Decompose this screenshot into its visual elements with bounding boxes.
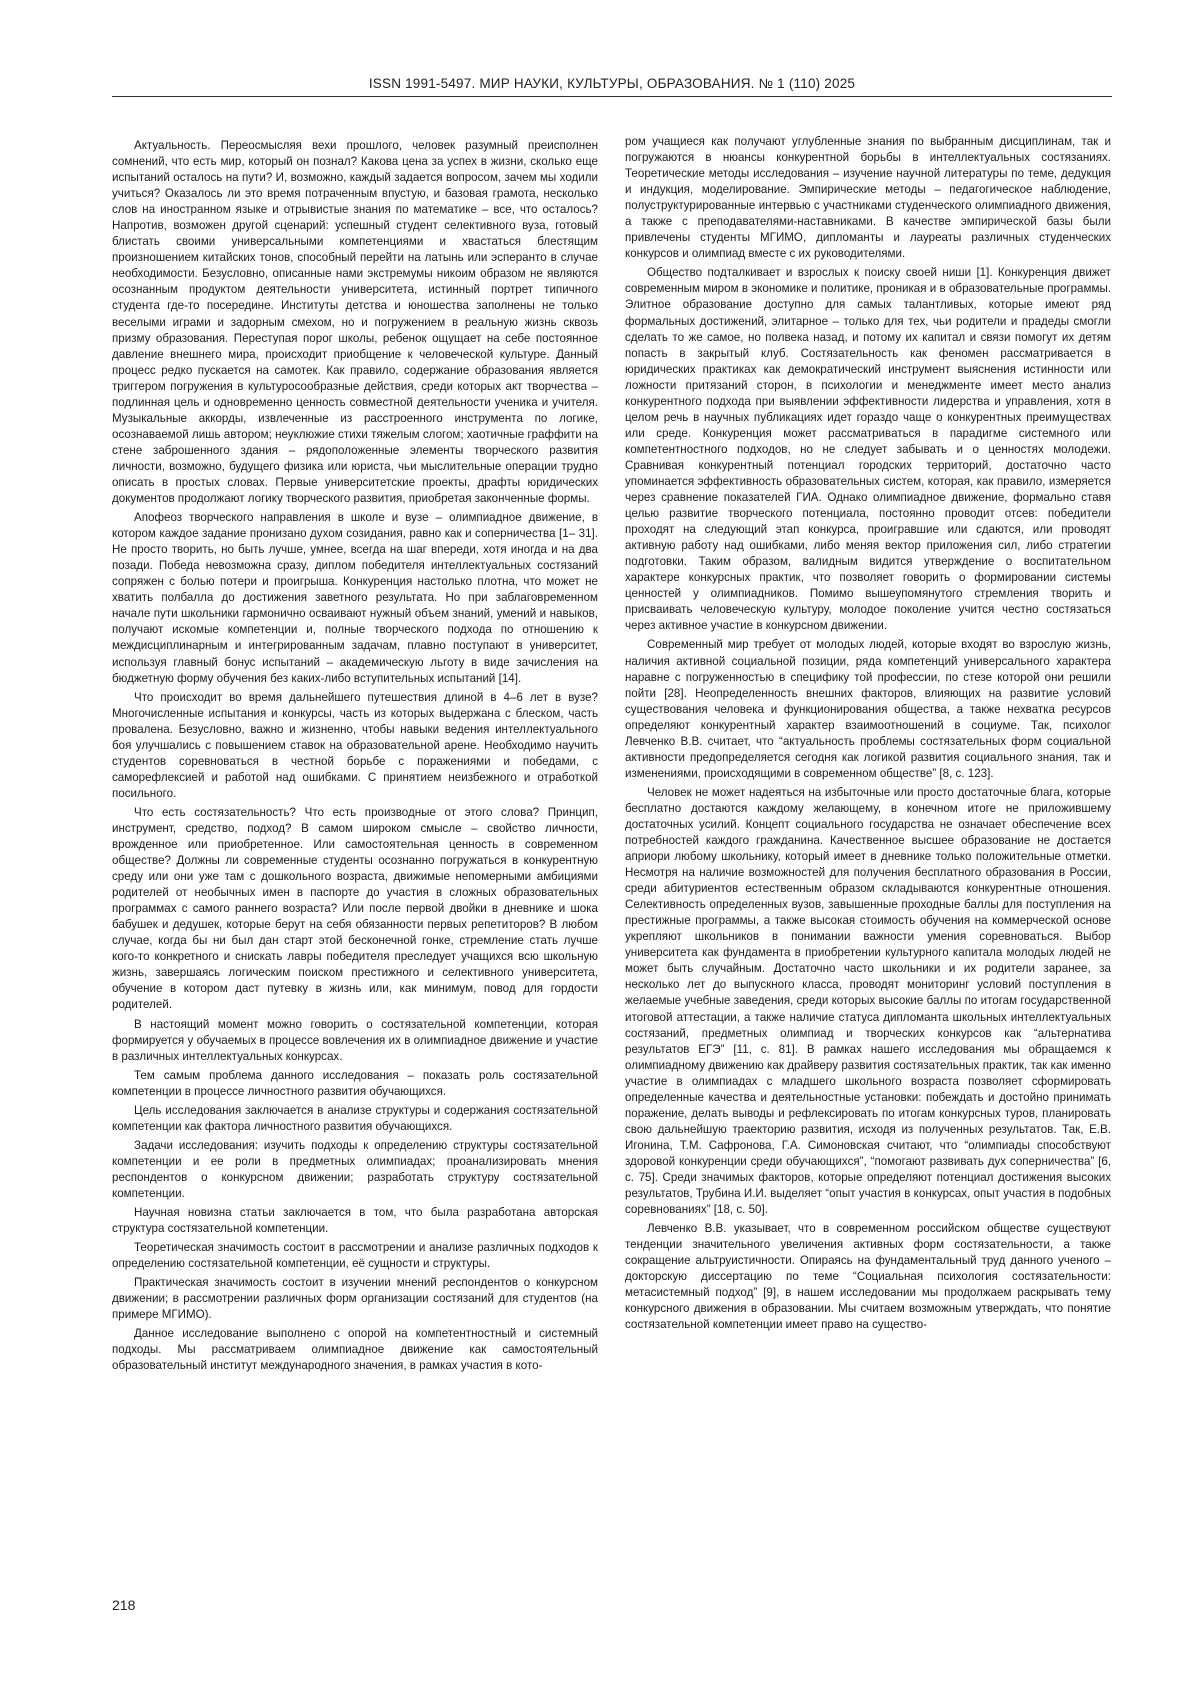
paragraph: Актуальность. Переосмысляя вехи прошлого, человек разумный преисполнен сомнений, что есть мир, который он познал? Какова цена за успех в жизни, сколько еще испытаний осталось на пути? И, возможно, каждый задается вопросом, зачем мы ходили учиться? Оказалось ли это время потраченным впустую, и базовая грамота, несколько слов на иностранном языке и отрывистые знания по математике – все, что осталось? Напротив, возможен другой сценарий: успешный студент селективного вуза, готовый блистать своими универсальными компетенциями и хвастаться блестящим произношением китайских тонов, способный перейти на латынь или эсперанто в случае необходимости. Безусловно, описанные нами экстремумы никоим образом не являются осознанным продуктом деятельности университета, истинный портрет типичного студента где-то посередине. Институты детства и юношества заполнены не только веселыми играми и задорным смехом, но и погружением в реальную жизнь сквозь призму образования. Переступая порог школы, ребенок ощущает на себе постоянное давление внешнего мира, происходит приобщение к человеческой культуре. Данный процесс редко пускается на самотек. Как правило, содержание образования является триггером погружения в культуросообразные действия, среди которых акт творчества – подлинная цель и одновременно ценность совместной деятельности ученика и учителя. Музыкальные аккорды, извлеченные из расстроенного инструмента по логике, осознаваемой лишь автором; неуклюжие стихи тяжелым слогом; хаотичные граффити на стене заброшенного здания – рядоположенные элементы творческого развития личности, возможно, будущего физика или юриста, чьи мыслительные операции трудно описать в простых словах. Первые университетские проекты, драфты юридических документов продолжают логику творческого развития, приобретая законченные формы. bbox=[112, 138, 598, 507]
paragraph: ром учащиеся как получают углубленные знания по выбранным дисциплинам, так и погружаются в нюансы конкурентной борьбы в интеллектуальных состязаниях. Теоретические методы исследования – изучение научной литературы по теме, дедукция и индукция, моделирование. Эмпирические методы – педагогическое наблюдение, полуструктурированные интервью с участниками студенческого олимпиадного движения, а также с преподавателями-наставниками. В качестве эмпирической базы были привлечены студенты МГИМО, дипломанты и лауреаты различных студенческих конкурсов и олимпиад вместе с их руководителями. bbox=[625, 134, 1111, 262]
paragraph: Человек не может надеяться на избыточные или просто достаточные блага, которые бесплатно достаются каждому желающему, в конечном итоге не приложившему достаточных усилий. Концепт социального государства не означает обеспечение всех потребностей каждого гражданина. Качественное высшее образование не достается априори любому школьнику, который имеет в дневнике только положительные отметки. Несмотря на наличие возможностей для получения бесплатного образования в России, среди абитуриентов естественным образом складываются конкурентные отношения. Селективность определенных вузов, завышенные проходные баллы для поступления на престижные программы, а также высокая стоимость обучения на коммерческой основе укрепляют школьников в понимании важности умения соревноваться. Выбор университета как фундамента в приобретении культурного капитала молодых людей не может быть случайным. Достаточно часто школьники и их родители заранее, за несколько лет до выпускного класса, проводят мониторинг условий поступления в желаемые учебные заведения, среди которых высокие баллы по итогам государственной итоговой аттестации, а также наличие статуса дипломанта школьных интеллектуальных состязаний, предметных олимпиад и творческих конкурсов как “альтернатива результатов ЕГЭ” [11, с. 81]. В рамках нашего исследования мы обращаемся к олимпиадному движению как драйверу развития состязательных практик, так как именно участие в олимпиадах с младшего школьного возраста позволяет сформировать определенные качества и деятельностные установки: побеждать и достойно принимать поражение, делать выводы и рефлексировать по итогам конкурсных туров, планировать свою дальнейшую траекторию развития, исходя из полученных результатов. Так, Е.В. Игонина, Т.М. Сафронова, Г.А. Симоновская считают, что “олимпиады способствуют здоровой конкуренции среди обучающихся”, “помогают развивать дух соперничества” [6, с. 75]. Среди значимых факторов, которые определяют потенциал достижения высоких результатов, Трубина И.И. выделяет “опыт участия в конкурсах, опыт участия в подобных соревнованиях” [18, с. 50]. bbox=[625, 785, 1111, 1218]
journal-header: ISSN 1991-5497. МИР НАУКИ, КУЛЬТУРЫ, ОБРАЗОВАНИЯ. № 1 (110) 2025 bbox=[112, 76, 1112, 91]
paragraph: Что происходит во время дальнейшего путешествия длиной в 4–6 лет в вузе? Многочисленные испытания и конкурсы, часть из которых выдержана с блеском, часть провалена. Безусловно, важно и жизненно, чтобы навыки ведения интеллектуального боя улучшались с повышением ставок на образовательной арене. Необходимо научить студентов соревноваться в честной борьбе с поражениями и победами, с саморефлексией и работой над ошибками. С принятием неизбежного и отработкой посильного. bbox=[112, 690, 598, 802]
paragraph: Практическая значимость состоит в изучении мнений респондентов о конкурсном движении; в рассмотрении различных форм организации состязаний для студентов (на примере МГИМО). bbox=[112, 1275, 598, 1323]
right-column bbox=[625, 134, 1111, 1336]
paragraph: Задачи исследования: изучить подходы к определению структуры состязательной компетенции и ее роли в предметных олимпиадах; проанализировать мнения респондентов о конкурсном движении; разработать структуру состязательной компетенции. bbox=[112, 1138, 598, 1202]
paragraph: Данное исследование выполнено с опорой на компетентностный и системный подходы. Мы рассматриваем олимпиадное движение как самостоятельный образовательный институт международного значения, в рамках участия в кото- bbox=[112, 1326, 598, 1374]
paragraph: Цель исследования заключается в анализе структуры и содержания состязательной компетенции как фактора личностного развития обучающихся. bbox=[112, 1103, 598, 1135]
paragraph: Теоретическая значимость состоит в рассмотрении и анализе различных подходов к определению состязательной компетенции, её сущности и структуры. bbox=[112, 1240, 598, 1272]
header-rule bbox=[112, 96, 1112, 97]
page-number: 218 bbox=[112, 1597, 135, 1613]
left-column bbox=[112, 138, 598, 1378]
paragraph: Научная новизна статьи заключается в том, что была разработана авторская структура состязательной компетенции. bbox=[112, 1205, 598, 1237]
paragraph: В настоящий момент можно говорить о состязательной компетенции, которая формируется у обучаемых в процессе вовлечения их в олимпиадное движение и участие в различных интеллектуальных конкурсах. bbox=[112, 1017, 598, 1065]
paragraph: Современный мир требует от молодых людей, которые входят во взрослую жизнь, наличия активной социальной позиции, ряда компетенций универсального характера наравне с погруженностью в специфику той профессии, по стезе которой они решили пойти [28]. Неопределенность внешних факторов, влияющих на развитие условий существования человека и функционирования общества, а также нехватка ресурсов определяют конкурентный характер взаимоотношений в социуме. Так, психолог Левченко В.В. считает, что “актуальность проблемы состязательных форм социальной активности предопределяется сегодня как логикой развития социального знания, так и изменениями, происходящими в современном обществе” [8, с. 123]. bbox=[625, 637, 1111, 781]
paragraph: Общество подталкивает и взрослых к поиску своей ниши [1]. Конкуренция движет современным миром в экономике и политике, проникая и в образовательные программы. Элитное образование доступно для самых талантливых, которые имеют ряд формальных достижений, элитарное – только для тех, чьи родители и прадеды смогли сделать то же самое, но полвека назад, и потому их капитал и связи помогут их детям попасть в закрытый клуб. Состязательность как феномен рассматривается в юридических практиках как демократический инструмент выяснения истинности или ложности притязаний сторон, в психологии и менеджменте имеет место анализ конкурентного подхода при выявлении эффективности лидерства и управления, хотя в целом речь в научных публикациях идет гораздо чаще о конкурентных преимуществах или среде. Конкуренция может рассматриваться в парадигме системного или компетентностного подходов, но не следует забывать и о ценностях молодежи. Сравнивая конкурентный потенциал городских территорий, достаточно часто упоминается эффективность образовательных систем, которая, как правило, измеряется через сравнение показателей ГИА. Однако олимпиадное движение, формально ставя целью развитие творческого потенциала, постоянно проводит отсев: победители проходят на следующий этап конкурса, проигравшие или сдаются, или проводят активную работу над ошибками, либо меняя вектор приложения сил, либо стратегии подготовки. Таким образом, валидным видится утверждение о воспитательном характере конкурсных практик, что позволяет говорить о формировании системы ценностей у олимпиадников. Помимо вышеупомянутого стремления творить и присваивать человеческую культуру, молодое поколение учится честно состязаться через активное участие в конкурсном движении. bbox=[625, 265, 1111, 634]
paragraph: Что есть состязательность? Что есть производные от этого слова? Принцип, инструмент, средство, подход? В самом широком смысле – свойство личности, врожденное или приобретенное. Или самостоятельная ценность в современном обществе? Должны ли современные студенты осознанно погружаться в конкурентную среду или они уже там с дошкольного возраста, движимые непомерными амбициями родителей от необычных имен в паспорте до участия в сложных образовательных программах с самого раннего возраста? Или после первой двойки в дневнике и шока бабушек и дедушек, которые берут на себя обязанности первых репетиторов? В любом случае, когда бы ни был дан старт этой бесконечной гонке, стремление стать лучше кого-то конкретного и снискать лавры победителя преследует учащихся всю школьную жизнь, завершаясь логическим поиском престижного и селективного университета, обучение в котором даст путевку в жизнь или, как минимум, повод для гордости родителей. bbox=[112, 805, 598, 1014]
paragraph: Тем самым проблема данного исследования – показать роль состязательной компетенции в процессе личностного развития обучающихся. bbox=[112, 1068, 598, 1100]
paragraph: Левченко В.В. указывает, что в современном российском обществе существуют тенденции значительного увеличения активных форм состязательности, а также сокращение альтруистичности. Опираясь на фундаментальный труд данного ученого – докторскую диссертацию по теме “Социальная психология состязательности: метасистемный подход” [9], в нашем исследовании мы продолжаем раскрывать тему конкурсного движения в образовании. Мы считаем возможным утверждать, что понятие состязательной компетенции имеет право на существо- bbox=[625, 1221, 1111, 1333]
paragraph: Апофеоз творческого направления в школе и вузе – олимпиадное движение, в котором каждое задание пронизано духом созидания, равно как и соперничества [1– 31]. Не просто творить, но быть лучше, умнее, всегда на шаг впереди, хотя иногда и на два позади. Победа невозможна сразу, диплом победителя интеллектуальных состязаний сопряжен с болью потери и проигрыша. Конкуренция настолько плотна, что может не хватить полбалла до достижения заветного результата. Но при заблаговременном начале пути школьники гармонично осваивают нужный объем знаний, умений и навыков, получают искомые компетенции и, полные творческого подхода по отношению к междисциплинарным и интегрированным задачам, плавно поступают в университет, используя главный бонус испытаний – академическую льготу в виде зачисления на бюджетную форму обучения без каких-либо вступительных испытаний [14]. bbox=[112, 510, 598, 687]
